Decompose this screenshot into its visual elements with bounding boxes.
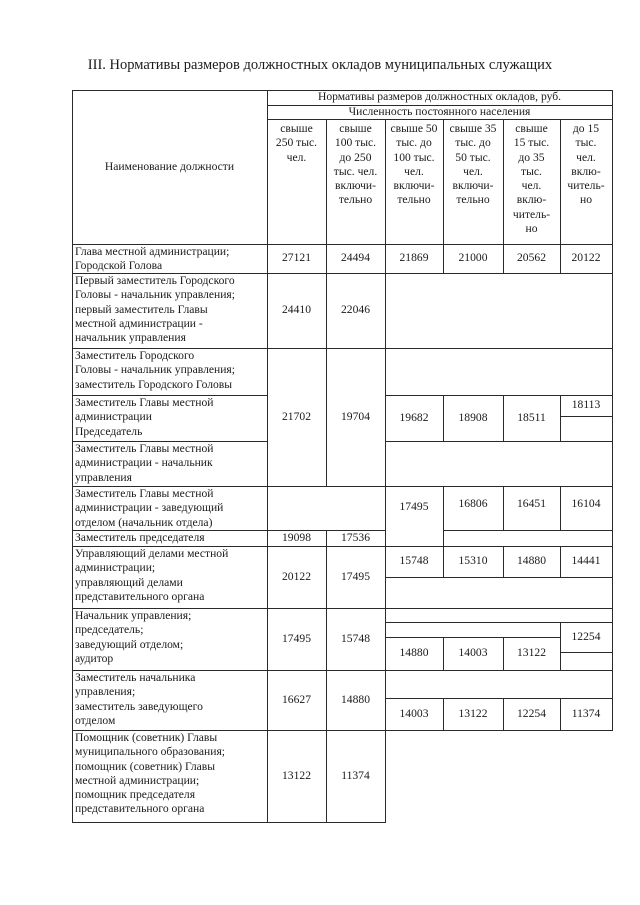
- salary-value: 17536: [341, 530, 370, 544]
- empty-cell: [385, 273, 613, 349]
- empty-cell: [560, 416, 613, 442]
- position-name: Первый заместитель Городского Головы - начальник управления; первый заместитель Главы местной администрации - начальник управления: [75, 274, 235, 345]
- salary-value: 19704: [341, 409, 370, 423]
- salary-value: 21000: [458, 251, 488, 265]
- position-name: Заместитель председателя: [75, 531, 205, 544]
- salary-value: 16627: [282, 692, 311, 706]
- salary-value: 15748: [399, 554, 429, 568]
- salary-value: 14880: [517, 554, 546, 568]
- position-name: Глава местной администрации; Городской Голова: [75, 245, 230, 273]
- page-title: III. Нормативы размеров должностных окладов муниципальных служащих: [87, 57, 553, 73]
- salary-value: 14003: [399, 706, 429, 720]
- empty-cell: [385, 441, 613, 487]
- header-bracket-label: свыше 50 тыс. до 100 тыс. чел. включи- тельно: [390, 122, 438, 207]
- empty-cell: [385, 670, 613, 699]
- salary-value: 27121: [282, 251, 311, 265]
- header-position-label: Наименование должности: [104, 159, 235, 173]
- empty-cell: [560, 652, 613, 671]
- salary-value: 12254: [571, 629, 601, 643]
- salary-value: 19682: [399, 410, 429, 424]
- position-name: Помощник (советник) Главы муниципального образования; помощник (советник) Главы местной администрации; помощник председателя представительного органа: [75, 731, 226, 816]
- position-name: Заместитель Главы местной администрации Председатель: [75, 396, 214, 438]
- position-name: Управляющий делами местной администрации; управляющий делами представительного органа: [75, 547, 229, 603]
- salary-value: 15748: [341, 631, 370, 645]
- salary-value: 20122: [282, 569, 311, 583]
- position-name: Заместитель Главы местной администрации - заведующий отделом (начальник отдела): [75, 487, 224, 529]
- empty-cell: [385, 608, 613, 623]
- salary-value: 13122: [517, 646, 546, 660]
- header-bracket-label: свыше 35 тыс. до 50 тыс. чел. включи- тельно: [449, 122, 497, 207]
- header-population-label: Численность постоянного населения: [348, 105, 531, 118]
- position-name: Заместитель начальника управления; заместитель заведующего отделом: [75, 671, 203, 727]
- salary-value: 16451: [517, 496, 546, 510]
- salary-value: 21869: [399, 251, 429, 265]
- salary-value: 17495: [341, 569, 370, 583]
- empty-cell: [385, 622, 561, 638]
- salary-value: 18511: [517, 410, 546, 424]
- salary-value: 20562: [517, 251, 546, 265]
- salary-value: 19098: [282, 530, 311, 544]
- salary-value: 13122: [282, 768, 311, 782]
- header-bracket-label: свыше 250 тыс. чел.: [275, 122, 318, 164]
- salary-value: 17495: [399, 499, 429, 513]
- salary-value: 16806: [458, 496, 488, 510]
- salary-value: 17495: [282, 631, 311, 645]
- position-name: Заместитель Городского Головы - начальник управления; заместитель Городского Головы: [75, 349, 235, 391]
- salary-value: 15310: [458, 554, 488, 568]
- salary-value: 22046: [341, 303, 370, 317]
- empty-cell: [385, 577, 613, 609]
- header-norms-label: Нормативы размеров должностных окладов, руб.: [317, 90, 562, 104]
- salary-value: 14880: [341, 692, 370, 706]
- salary-value: 14003: [458, 646, 488, 660]
- position-name: Начальник управления; председатель; заведующий отделом; аудитор: [75, 609, 192, 665]
- salary-value: 14441: [571, 554, 601, 568]
- empty-cell: [267, 486, 386, 531]
- empty-cell: [443, 530, 613, 547]
- salary-value: 24494: [341, 251, 370, 265]
- salary-value: 12254: [517, 706, 546, 720]
- position-name: Заместитель Главы местной администрации - начальник управления: [75, 442, 214, 484]
- salary-value: 13122: [458, 706, 488, 720]
- empty-cell: [385, 348, 613, 396]
- salary-value: 14880: [399, 646, 429, 660]
- header-bracket-label: до 15 тыс. чел. вклю- читель- но: [567, 122, 605, 207]
- salary-value: 18113: [571, 398, 601, 412]
- salary-value: 20122: [571, 251, 601, 265]
- salary-value: 21702: [282, 409, 311, 423]
- salary-value: 24410: [282, 303, 311, 317]
- salary-value: 18908: [458, 410, 488, 424]
- salary-value: 11374: [341, 768, 370, 782]
- salary-value: 16104: [571, 496, 601, 510]
- salary-value: 11374: [571, 706, 601, 720]
- header-bracket-label: свыше 100 тыс. до 250 тыс. чел. включи- тельно: [333, 122, 378, 207]
- header-bracket-label: свыше 15 тыс. до 35 тыс. чел. вклю- читель- но: [512, 122, 551, 236]
